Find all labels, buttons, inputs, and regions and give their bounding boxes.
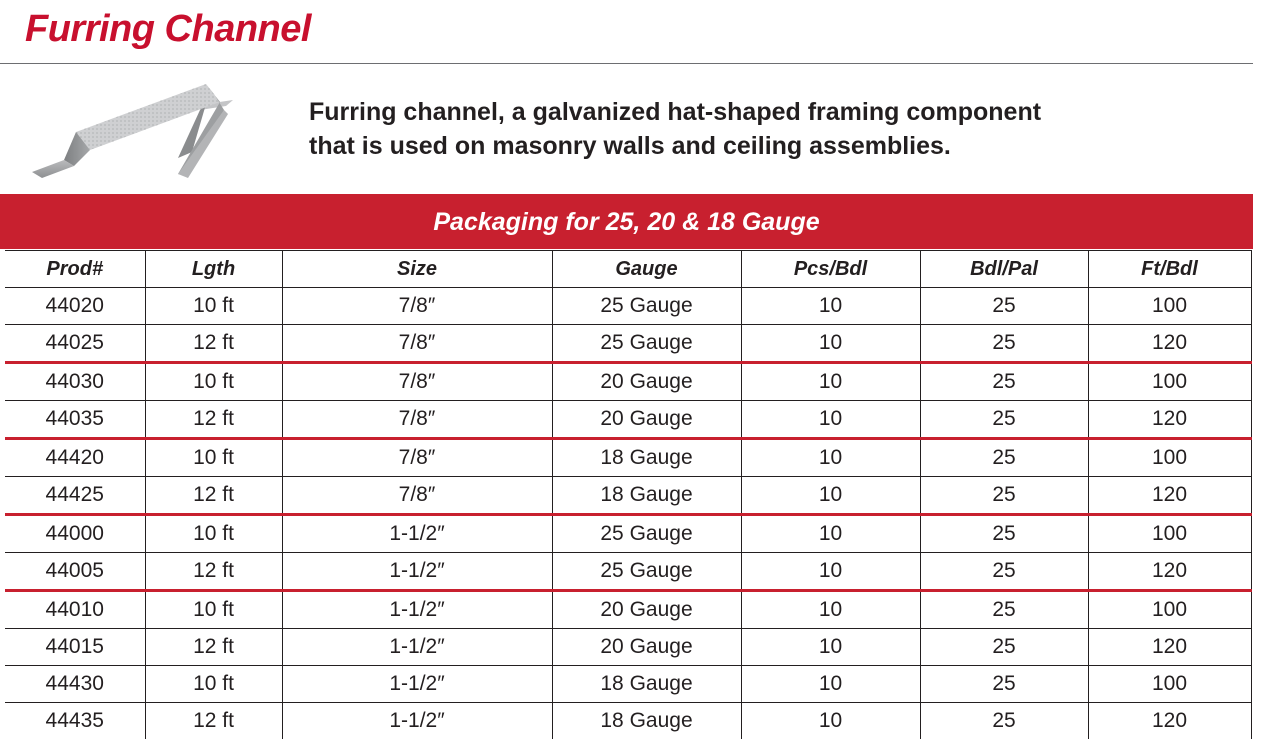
cell-size: 1-1/2″ bbox=[282, 553, 552, 591]
cell-length: 10 ft bbox=[145, 363, 282, 401]
cell-length: 12 ft bbox=[145, 629, 282, 666]
description-line-1: Furring channel, a galvanized hat-shaped framing component bbox=[309, 98, 1041, 126]
cell-length: 10 ft bbox=[145, 666, 282, 703]
table-row bbox=[5, 363, 1251, 401]
cell-ft-bdl: 120 bbox=[1088, 401, 1251, 439]
cell-gauge: 25 Gauge bbox=[552, 325, 741, 363]
cell-size: 7/8″ bbox=[282, 477, 552, 515]
cell-ft-bdl: 120 bbox=[1088, 629, 1251, 666]
cell-length: 10 ft bbox=[145, 439, 282, 477]
cell-prod: 44425 bbox=[5, 477, 145, 515]
cell-bdl-pal: 25 bbox=[920, 666, 1088, 703]
cell-gauge: 20 Gauge bbox=[552, 401, 741, 439]
header-bdl-pal: Bdl/Pal bbox=[920, 251, 1088, 288]
header-row bbox=[5, 251, 1251, 288]
cell-gauge: 18 Gauge bbox=[552, 666, 741, 703]
cell-size: 7/8″ bbox=[282, 439, 552, 477]
cell-pcs-bdl: 10 bbox=[741, 477, 920, 515]
page-title: Furring Channel bbox=[25, 8, 311, 51]
cell-pcs-bdl: 10 bbox=[741, 515, 920, 553]
cell-ft-bdl: 120 bbox=[1088, 553, 1251, 591]
table-row bbox=[5, 325, 1251, 363]
cell-length: 10 ft bbox=[145, 288, 282, 325]
cell-size: 7/8″ bbox=[282, 401, 552, 439]
cell-length: 12 ft bbox=[145, 401, 282, 439]
table-row bbox=[5, 703, 1251, 739]
packaging-table bbox=[5, 250, 1252, 739]
cell-bdl-pal: 25 bbox=[920, 439, 1088, 477]
cell-size: 1-1/2″ bbox=[282, 703, 552, 739]
cell-ft-bdl: 120 bbox=[1088, 325, 1251, 363]
cell-bdl-pal: 25 bbox=[920, 629, 1088, 666]
cell-length: 12 ft bbox=[145, 325, 282, 363]
cell-length: 12 ft bbox=[145, 703, 282, 739]
cell-gauge: 20 Gauge bbox=[552, 591, 741, 629]
cell-pcs-bdl: 10 bbox=[741, 288, 920, 325]
cell-size: 7/8″ bbox=[282, 288, 552, 325]
title-divider bbox=[0, 63, 1253, 64]
furring-channel-image bbox=[28, 80, 233, 180]
cell-ft-bdl: 100 bbox=[1088, 288, 1251, 325]
cell-ft-bdl: 100 bbox=[1088, 515, 1251, 553]
header-pcs-bdl: Pcs/Bdl bbox=[741, 251, 920, 288]
cell-pcs-bdl: 10 bbox=[741, 629, 920, 666]
product-description bbox=[309, 95, 1069, 163]
cell-pcs-bdl: 10 bbox=[741, 666, 920, 703]
cell-bdl-pal: 25 bbox=[920, 703, 1088, 739]
header-ft-bdl: Ft/Bdl bbox=[1088, 251, 1251, 288]
cell-ft-bdl: 120 bbox=[1088, 703, 1251, 739]
cell-prod: 44430 bbox=[5, 666, 145, 703]
cell-pcs-bdl: 10 bbox=[741, 591, 920, 629]
cell-size: 7/8″ bbox=[282, 363, 552, 401]
cell-prod: 44005 bbox=[5, 553, 145, 591]
cell-pcs-bdl: 10 bbox=[741, 703, 920, 739]
cell-prod: 44000 bbox=[5, 515, 145, 553]
cell-bdl-pal: 25 bbox=[920, 288, 1088, 325]
header-length: Lgth bbox=[145, 251, 282, 288]
cell-pcs-bdl: 10 bbox=[741, 553, 920, 591]
cell-prod: 44015 bbox=[5, 629, 145, 666]
table-row bbox=[5, 553, 1251, 591]
table-row bbox=[5, 439, 1251, 477]
cell-length: 12 ft bbox=[145, 477, 282, 515]
cell-prod: 44025 bbox=[5, 325, 145, 363]
cell-prod: 44030 bbox=[5, 363, 145, 401]
cell-ft-bdl: 100 bbox=[1088, 666, 1251, 703]
header-gauge: Gauge bbox=[552, 251, 741, 288]
cell-length: 10 ft bbox=[145, 515, 282, 553]
cell-bdl-pal: 25 bbox=[920, 363, 1088, 401]
cell-pcs-bdl: 10 bbox=[741, 363, 920, 401]
cell-size: 1-1/2″ bbox=[282, 515, 552, 553]
cell-size: 1-1/2″ bbox=[282, 591, 552, 629]
cell-pcs-bdl: 10 bbox=[741, 439, 920, 477]
table-row bbox=[5, 591, 1251, 629]
cell-bdl-pal: 25 bbox=[920, 553, 1088, 591]
table-row bbox=[5, 288, 1251, 325]
cell-bdl-pal: 25 bbox=[920, 515, 1088, 553]
table-row bbox=[5, 666, 1251, 703]
cell-pcs-bdl: 10 bbox=[741, 401, 920, 439]
cell-ft-bdl: 100 bbox=[1088, 363, 1251, 401]
cell-prod: 44435 bbox=[5, 703, 145, 739]
table-row bbox=[5, 477, 1251, 515]
header-prod: Prod# bbox=[5, 251, 145, 288]
cell-gauge: 18 Gauge bbox=[552, 439, 741, 477]
cell-gauge: 20 Gauge bbox=[552, 629, 741, 666]
cell-bdl-pal: 25 bbox=[920, 591, 1088, 629]
table-row bbox=[5, 629, 1251, 666]
cell-gauge: 18 Gauge bbox=[552, 703, 741, 739]
cell-ft-bdl: 100 bbox=[1088, 591, 1251, 629]
cell-prod: 44420 bbox=[5, 439, 145, 477]
cell-size: 1-1/2″ bbox=[282, 666, 552, 703]
header-size: Size bbox=[282, 251, 552, 288]
description-line-2: that is used on masonry walls and ceiling assemblies. bbox=[309, 132, 951, 160]
cell-bdl-pal: 25 bbox=[920, 401, 1088, 439]
cell-bdl-pal: 25 bbox=[920, 325, 1088, 363]
cell-gauge: 18 Gauge bbox=[552, 477, 741, 515]
cell-length: 12 ft bbox=[145, 553, 282, 591]
cell-bdl-pal: 25 bbox=[920, 477, 1088, 515]
cell-size: 7/8″ bbox=[282, 325, 552, 363]
table-row bbox=[5, 515, 1251, 553]
cell-size: 1-1/2″ bbox=[282, 629, 552, 666]
cell-prod: 44020 bbox=[5, 288, 145, 325]
cell-ft-bdl: 100 bbox=[1088, 439, 1251, 477]
cell-prod: 44035 bbox=[5, 401, 145, 439]
cell-pcs-bdl: 10 bbox=[741, 325, 920, 363]
table-row bbox=[5, 401, 1251, 439]
cell-length: 10 ft bbox=[145, 591, 282, 629]
cell-gauge: 25 Gauge bbox=[552, 553, 741, 591]
cell-prod: 44010 bbox=[5, 591, 145, 629]
cell-gauge: 25 Gauge bbox=[552, 515, 741, 553]
packaging-banner: Packaging for 25, 20 & 18 Gauge bbox=[0, 194, 1253, 249]
cell-gauge: 25 Gauge bbox=[552, 288, 741, 325]
cell-ft-bdl: 120 bbox=[1088, 477, 1251, 515]
cell-gauge: 20 Gauge bbox=[552, 363, 741, 401]
